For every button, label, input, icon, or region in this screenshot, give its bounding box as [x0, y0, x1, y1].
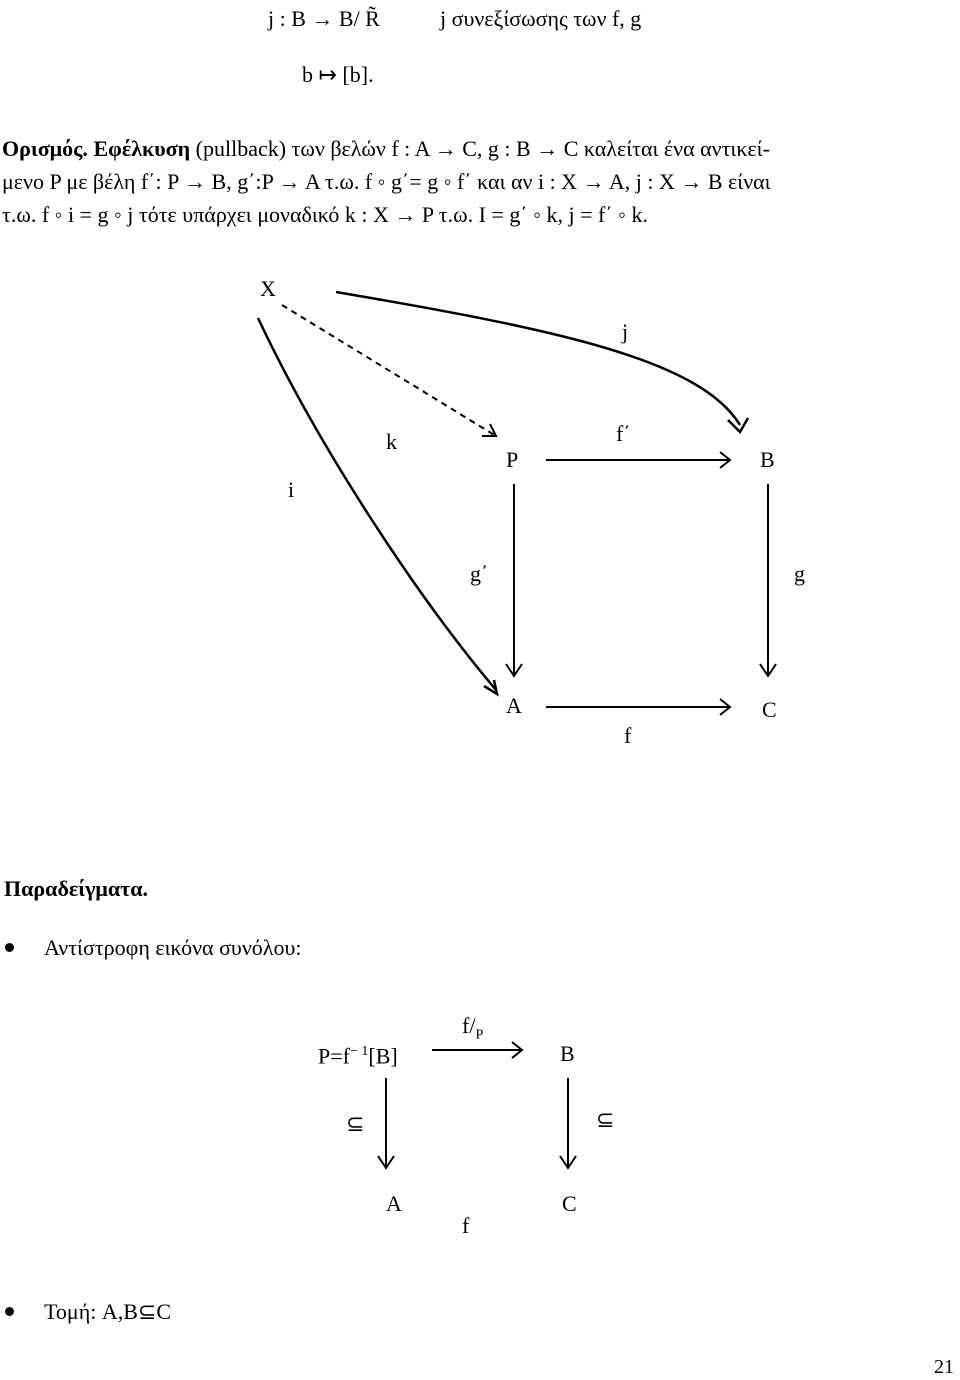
- label-i: i: [288, 477, 295, 502]
- definition-line-1-rest: (pullback) των βελών f : A → C, g : B → C καλείται ένα αντικεί-: [190, 136, 770, 161]
- label-f-prime: f΄: [616, 421, 631, 446]
- map-definition: j : B → B/ R̃: [268, 6, 380, 31]
- label-restricted-f: [462, 1014, 483, 1047]
- label-restricted-f-sub: P: [475, 1027, 484, 1043]
- definition-line-3: τ.ω. f ◦ i = g ◦ j τότε υπάρχει μοναδικό k : X → P τ.ω. I = g΄ ◦ k, j = f΄ ◦ k.: [2, 202, 648, 227]
- node-x: X: [260, 276, 276, 301]
- label-f: f: [624, 723, 632, 748]
- page-number: 21: [934, 1356, 954, 1378]
- example-intersection: Τομή: A,B⊆C: [44, 1299, 172, 1324]
- definition-line-2: μενο P με βέλη f΄: P → B, g΄:P → A τ.ω. f ◦ g΄= g ◦ f΄ και αν i : X → A, j : X → B είναι: [2, 169, 771, 194]
- arrow-k-head: [482, 424, 496, 436]
- node-preimage: [318, 1040, 398, 1068]
- arrow-j-curve: [336, 292, 740, 425]
- label-g-prime: g΄: [470, 561, 489, 586]
- bullet-icon: [5, 1307, 14, 1316]
- bullet-icon: [5, 943, 14, 952]
- label-f-2: f: [462, 1213, 470, 1238]
- node-a-2: A: [386, 1191, 402, 1216]
- example-inverse-image: Αντίστροφη εικόνα συνόλου:: [44, 935, 302, 960]
- node-b: B: [760, 447, 775, 472]
- label-restricted-f-base: f/: [462, 1013, 476, 1038]
- arrow-i-curve: [258, 318, 496, 690]
- definition-heading: Ορισμός.: [2, 136, 88, 161]
- subset-right: ⊆: [596, 1107, 615, 1132]
- arrow-k-line: [282, 305, 496, 436]
- label-g: g: [794, 561, 805, 586]
- node-c: C: [762, 697, 777, 722]
- map-rule: b ↦ [b].: [302, 62, 374, 87]
- examples-heading: Παραδείγματα.: [4, 876, 149, 901]
- node-preimage-tail: [B]: [368, 1043, 398, 1069]
- label-k: k: [386, 429, 397, 454]
- node-a: A: [506, 693, 522, 718]
- node-p: P: [506, 447, 519, 472]
- node-c-2: C: [562, 1191, 577, 1216]
- definition-term: Εφέλκυση: [93, 136, 191, 161]
- node-b-2: B: [560, 1041, 575, 1066]
- label-j: j: [622, 319, 629, 344]
- subset-left: ⊆: [346, 1111, 365, 1136]
- node-preimage-base: P=f: [318, 1043, 350, 1069]
- node-preimage-sup: − 1: [349, 1044, 369, 1059]
- map-description: j συνεξίσωσης των f, g: [440, 6, 642, 31]
